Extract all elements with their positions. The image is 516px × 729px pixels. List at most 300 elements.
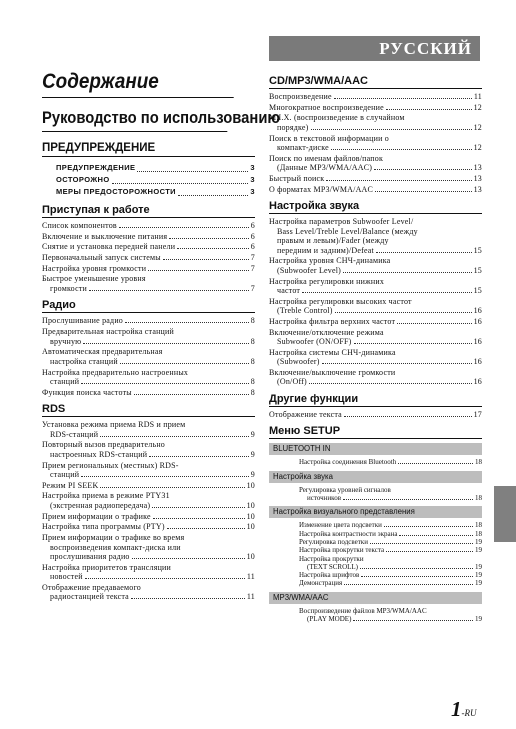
page-ref: 15: [473, 245, 482, 255]
warning-item: [56, 174, 255, 186]
entry-line: [42, 337, 255, 347]
page-ref: 13: [473, 184, 482, 194]
dot-leader: [344, 416, 472, 417]
entry-text: Поиск в текстовой информации о: [269, 133, 389, 143]
entry-line: [269, 92, 482, 102]
section-title: Другие функции: [269, 393, 482, 407]
entry-line: [269, 217, 482, 227]
section-entries: [269, 410, 482, 420]
dot-leader: [398, 463, 473, 464]
entry-text: Настройка предварительно настроенных: [42, 367, 189, 377]
dot-leader: [386, 109, 472, 110]
entry-line: [299, 494, 482, 502]
toc-entry: [42, 347, 255, 366]
dot-leader: [309, 383, 472, 384]
section-entries: [269, 217, 482, 387]
entry-text: Регулировка подсветки: [299, 537, 368, 546]
dot-leader: [397, 323, 471, 324]
entry-text: настроенных RDS-станций: [50, 449, 148, 459]
entry-line: [42, 563, 255, 573]
page-ref: 19: [475, 537, 482, 546]
dot-leader: [131, 598, 245, 599]
entry-line: [42, 461, 255, 471]
entry-text: Настройка приоритетов трансляции: [42, 562, 172, 572]
entry-line: [42, 253, 255, 263]
dot-leader: [302, 292, 471, 293]
entry-line: [269, 357, 482, 367]
entry-text: Настройка системы СНЧ-динамика: [269, 347, 396, 357]
entry-line: [42, 470, 255, 480]
entry-line: [299, 615, 482, 623]
entry-line: [42, 450, 255, 460]
toc-entry: [42, 522, 255, 532]
page-ref: 18: [475, 458, 482, 467]
dot-leader: [376, 252, 472, 253]
entry-line: [269, 227, 482, 237]
page-ref: 16: [473, 357, 482, 367]
entry-line: [42, 377, 255, 387]
entry-line: [42, 583, 255, 593]
toc-entry: [42, 232, 255, 242]
toc-entry: [42, 274, 255, 293]
entry-line: [269, 348, 482, 358]
entry-text: (Subwoofer): [277, 357, 320, 367]
entry-line: [269, 266, 482, 276]
entry-text: Регулировка уровней сигналов: [299, 485, 391, 494]
setup-group-items: [299, 607, 482, 624]
page-ref: 13: [473, 163, 482, 173]
entry-line: [42, 232, 255, 242]
entry-text: станций: [50, 470, 80, 480]
toc-entry: [299, 607, 482, 624]
dot-leader: [384, 526, 473, 527]
warning-label: ОСТОРОЖНО: [56, 175, 110, 184]
dot-leader: [344, 584, 473, 585]
dot-leader: [353, 620, 473, 621]
section-entries: [42, 420, 255, 602]
side-tab: [494, 486, 516, 542]
page-ref: 10: [246, 522, 255, 532]
entry-text: Прием информации о трафике во время: [42, 533, 185, 542]
section-title: Настройка звука: [269, 200, 482, 214]
dot-leader: [361, 576, 473, 577]
dot-leader: [163, 259, 249, 260]
toc-entry: [42, 533, 255, 562]
toc-entry: [42, 327, 255, 346]
warnings-heading: ПРЕДУПРЕЖДЕНИЕ: [42, 142, 255, 157]
dot-leader: [125, 322, 249, 323]
entry-line: [42, 388, 255, 398]
toc-entry: [269, 185, 482, 195]
page-ref: 17: [473, 409, 482, 419]
toc-entry: [42, 242, 255, 252]
toc-entry: [299, 538, 482, 546]
entry-text: Автоматическая предварительная: [42, 347, 163, 357]
page-ref: 3: [250, 175, 255, 184]
page-ref: 9: [250, 449, 255, 459]
entry-text: Настройка соединения Bluetooth: [299, 458, 397, 467]
dot-leader: [120, 363, 249, 364]
toc-entry: [269, 113, 482, 132]
page-ref: 3: [250, 163, 255, 172]
entry-text: Демонстрация: [299, 579, 343, 588]
page-ref: 19: [475, 571, 482, 580]
page-ref: 16: [473, 337, 482, 347]
toc-entry: [299, 521, 482, 529]
entry-line: [299, 538, 482, 546]
dot-leader: [399, 535, 473, 536]
entry-text: Быстрое уменьшение уровня: [42, 274, 146, 284]
entry-text: Режим PI SEEK: [42, 480, 99, 490]
entry-text: громкости: [50, 283, 87, 293]
toc-entry: [269, 410, 482, 420]
entry-text: (On/Off): [277, 377, 307, 387]
page-number-main: 1: [451, 697, 462, 721]
toc-entry: [269, 217, 482, 255]
page-ref: 7: [250, 283, 255, 293]
entry-text: Отображение текста: [269, 409, 342, 419]
entry-text: (экстренная радиопередача): [50, 500, 151, 510]
setup-group-header: BLUETOOTH IN: [269, 443, 482, 455]
dot-leader: [132, 558, 245, 559]
entry-text: передним и задним)/Defeat: [277, 245, 374, 255]
dot-leader: [167, 528, 245, 529]
entry-line: [42, 316, 255, 326]
page-ref: 11: [473, 92, 482, 101]
toc-entry: [269, 317, 482, 327]
entry-text: M.I.X. (воспроизведение в случайном: [269, 113, 405, 123]
entry-text: настройка станций: [50, 356, 118, 366]
section-entries: [269, 92, 482, 194]
entry-text: Предварительная настройка станций: [42, 327, 174, 337]
entry-line: [299, 530, 482, 538]
page-ref: 11: [246, 572, 255, 582]
dot-leader: [331, 149, 472, 150]
entry-line: [42, 552, 255, 562]
dot-leader: [370, 543, 473, 544]
entry-line: [42, 430, 255, 440]
left-column: [42, 70, 281, 603]
entry-text: станций: [50, 377, 80, 386]
entry-line: [269, 113, 482, 123]
dot-leader: [89, 290, 249, 291]
page-ref: 7: [250, 263, 255, 273]
page-ref: 10: [246, 511, 255, 521]
toc-entry: [299, 555, 482, 572]
entry-line: [42, 491, 255, 501]
toc-entry: [42, 481, 255, 491]
entry-text: правым и левым)/Fader (между: [277, 236, 389, 246]
entry-line: [269, 286, 482, 296]
dot-leader: [100, 487, 244, 488]
page-ref: 19: [475, 546, 482, 555]
entry-text: Прослушивание радио: [42, 316, 123, 326]
entry-text: RDS-станций: [50, 429, 99, 439]
entry-line: [42, 357, 255, 367]
entry-text: Настройка прокрутки текста: [299, 546, 385, 555]
entry-text: Изменение цвета подсветки: [299, 521, 382, 530]
entry-line: [299, 607, 482, 615]
toc-entry: [299, 579, 482, 587]
entry-text: компакт-диске: [277, 143, 329, 153]
entry-text: Включение и выключение питания: [42, 231, 168, 241]
entry-text: Снятие и установка передней панели: [42, 242, 176, 252]
dot-leader: [119, 227, 249, 228]
entry-line: [299, 486, 482, 494]
toc-entry: [42, 264, 255, 274]
page-ref: 10: [246, 480, 255, 490]
entry-text: Настройка регулировки нижних: [269, 276, 385, 286]
page-ref: 18: [475, 494, 482, 503]
entry-line: [42, 368, 255, 378]
page-ref: 15: [473, 286, 482, 295]
dot-leader: [343, 272, 472, 273]
entry-line: [299, 563, 482, 571]
section-entries: [42, 221, 255, 293]
toc-entry: [269, 154, 482, 173]
entry-line: [299, 546, 482, 554]
entry-line: [42, 420, 255, 430]
toc-entry: [269, 297, 482, 316]
page-ref: 9: [250, 429, 255, 439]
setup-group-items: [299, 458, 482, 466]
dot-leader: [134, 394, 249, 395]
entry-line: [269, 134, 482, 144]
dot-leader: [137, 162, 248, 172]
entry-text: (PLAY MODE): [307, 615, 352, 623]
entry-line: [269, 317, 482, 327]
entry-text: Настройка уровня СНЧ-динамика: [269, 256, 391, 266]
page-ref: 10: [246, 552, 255, 561]
toc-entry: [269, 92, 482, 102]
page-ref: 11: [246, 592, 255, 602]
dot-leader: [81, 383, 249, 384]
entry-text: Настройка параметров Subwoofer Level/: [269, 217, 414, 227]
toc-entry: [299, 571, 482, 579]
dot-leader: [148, 270, 249, 271]
dot-leader: [375, 191, 472, 192]
dot-leader: [334, 98, 472, 99]
setup-title: Меню SETUP: [269, 425, 482, 439]
entry-text: О форматах MP3/WMA/AAC: [269, 184, 374, 194]
page-ref: 8: [250, 316, 255, 326]
dot-leader: [178, 186, 248, 196]
toc-entry: [299, 486, 482, 503]
entry-text: Воспроизведение: [269, 92, 332, 101]
entry-text: радиостанцией текста: [50, 592, 129, 602]
toc-entry: [42, 461, 255, 480]
entry-line: [42, 533, 255, 543]
page-ref: 19: [475, 562, 482, 571]
dot-leader: [83, 343, 248, 344]
entry-text: Настройка типа программы (PTY): [42, 522, 165, 532]
entry-line: [269, 306, 482, 316]
warning-label: ПРЕДУПРЕЖДЕНИЕ: [56, 163, 136, 172]
right-sections: [269, 75, 482, 419]
entry-text: Bass Level/Treble Level/Balance (между: [277, 226, 418, 236]
page-ref: 7: [250, 253, 255, 263]
entry-line: [42, 512, 255, 522]
entry-text: Включение/отключение режима: [269, 327, 384, 337]
entry-line: [269, 174, 482, 184]
entry-line: [269, 154, 482, 164]
setup-group-header: Настройка визуального представления: [269, 506, 482, 518]
entry-line: [269, 337, 482, 347]
toc-entry: [299, 530, 482, 538]
toc-entry: [42, 388, 255, 398]
entry-text: Настройка приема в режиме PTY31: [42, 491, 170, 501]
entry-text: вручную: [50, 336, 82, 346]
dot-leader: [85, 578, 245, 579]
dot-leader: [326, 180, 471, 181]
section-title: Приступая к работе: [42, 204, 255, 218]
entry-text: частот: [277, 286, 301, 295]
toc-entry: [269, 103, 482, 113]
entry-line: [42, 501, 255, 511]
entry-text: (TEXT SCROLL): [307, 562, 359, 571]
entry-text: источников: [307, 494, 342, 503]
dot-leader: [311, 129, 472, 130]
dot-leader: [153, 518, 245, 519]
page-ref: 13: [473, 173, 482, 183]
toc-entry: [42, 563, 255, 582]
dot-leader: [335, 312, 472, 313]
toc-entry: [42, 491, 255, 510]
page-ref: 18: [475, 529, 482, 538]
section-title: Радио: [42, 299, 255, 313]
left-sections: [42, 204, 255, 602]
section-entries: [42, 316, 255, 397]
entry-text: Включение/выключение громкости: [269, 367, 396, 377]
toc-entry: [42, 221, 255, 231]
entry-line: [42, 592, 255, 602]
entry-line: [299, 571, 482, 579]
entry-line: [42, 481, 255, 491]
entry-text: (Treble Control): [277, 306, 333, 316]
entry-line: [269, 246, 482, 256]
page-ref: 6: [250, 242, 255, 252]
dot-leader: [322, 363, 472, 364]
entry-text: Настройка фильтра верхних частот: [269, 316, 396, 326]
entry-line: [42, 242, 255, 252]
entry-line: [269, 368, 482, 378]
entry-line: [269, 377, 482, 387]
entry-line: [299, 521, 482, 529]
page-ref: 10: [246, 500, 255, 510]
dot-leader: [343, 499, 473, 500]
entry-text: Настройка регулировки высоких частот: [269, 296, 412, 306]
toc-entry: [269, 174, 482, 184]
warning-label: МЕРЫ ПРЕДОСТОРОЖНОСТИ: [56, 187, 176, 196]
page-ref: 8: [250, 377, 255, 386]
entry-text: Прием региональных (местных) RDS-: [42, 460, 179, 470]
entry-line: [299, 555, 482, 563]
entry-text: Отображение предаваемого: [42, 582, 141, 592]
page-ref: 3: [250, 187, 255, 196]
page-ref: 12: [473, 143, 482, 153]
toc-entry: [269, 348, 482, 367]
toc-entry: [269, 368, 482, 387]
toc-entry: [42, 316, 255, 326]
toc-entry: [269, 134, 482, 153]
page-number: [451, 699, 477, 724]
entry-line: [42, 440, 255, 450]
toc-entry: [42, 368, 255, 387]
entry-line: [269, 256, 482, 266]
dot-leader: [354, 343, 472, 344]
page-ref: 12: [473, 122, 482, 132]
setup-group-items: [299, 486, 482, 503]
right-column: [269, 75, 482, 627]
entry-line: [269, 185, 482, 195]
dot-leader: [169, 238, 249, 239]
entry-text: воспроизведения компакт-диска или: [50, 542, 181, 552]
entry-line: [42, 347, 255, 357]
page-ref: 16: [473, 377, 482, 387]
toc-entry: [42, 253, 255, 263]
entry-text: прослушивания радио: [50, 552, 130, 561]
dot-leader: [81, 476, 249, 477]
entry-line: [269, 297, 482, 307]
entry-line: [42, 264, 255, 274]
entry-line: [269, 236, 482, 246]
entry-line: [269, 163, 482, 173]
toc-entry: [269, 277, 482, 296]
toc-entry: [42, 440, 255, 459]
entry-line: [42, 327, 255, 337]
dot-leader: [386, 551, 473, 552]
guide-title: Руководство по использованию: [42, 108, 227, 132]
entry-line: [269, 410, 482, 420]
entry-line: [299, 579, 482, 587]
warnings-list: [56, 162, 255, 198]
section-title: CD/MP3/WMA/AAC: [269, 75, 482, 89]
entry-text: новостей: [50, 572, 83, 582]
toc-entry: [269, 256, 482, 275]
entry-line: [42, 221, 255, 231]
dot-leader: [374, 169, 471, 170]
page-ref: 19: [475, 579, 482, 588]
entry-text: Настройка контрастности экрана: [299, 529, 398, 538]
toc-entry: [299, 546, 482, 554]
page-ref: 16: [473, 316, 482, 326]
entry-text: Настройка прокрутки: [299, 554, 364, 563]
entry-text: Прием информации о трафике: [42, 511, 151, 521]
setup-group-header: MP3/WMA/AAC: [269, 592, 482, 604]
entry-text: Установка режима приема RDS и прием: [42, 420, 186, 430]
entry-text: Многократное воспроизведение: [269, 102, 384, 112]
entry-line: [269, 328, 482, 338]
page-ref: 6: [250, 221, 255, 230]
entry-text: Настройка уровня громкости: [42, 263, 147, 273]
entry-text: Первоначальный запуск системы: [42, 253, 161, 263]
entry-line: [42, 522, 255, 532]
dot-leader: [177, 248, 249, 249]
toc-title: Содержание: [42, 70, 234, 98]
language-banner: РУССКИЙ: [269, 36, 480, 61]
entry-line: [42, 284, 255, 294]
dot-leader: [152, 507, 244, 508]
entry-line: [269, 103, 482, 113]
page-ref: 9: [250, 470, 255, 480]
entry-text: Subwoofer (ON/OFF): [277, 337, 352, 347]
entry-line: [269, 277, 482, 287]
page-ref: 18: [475, 521, 482, 530]
entry-line: [269, 143, 482, 153]
warning-item: [56, 186, 255, 198]
page-ref: 12: [473, 102, 482, 112]
entry-text: Список компонентов: [42, 221, 117, 230]
